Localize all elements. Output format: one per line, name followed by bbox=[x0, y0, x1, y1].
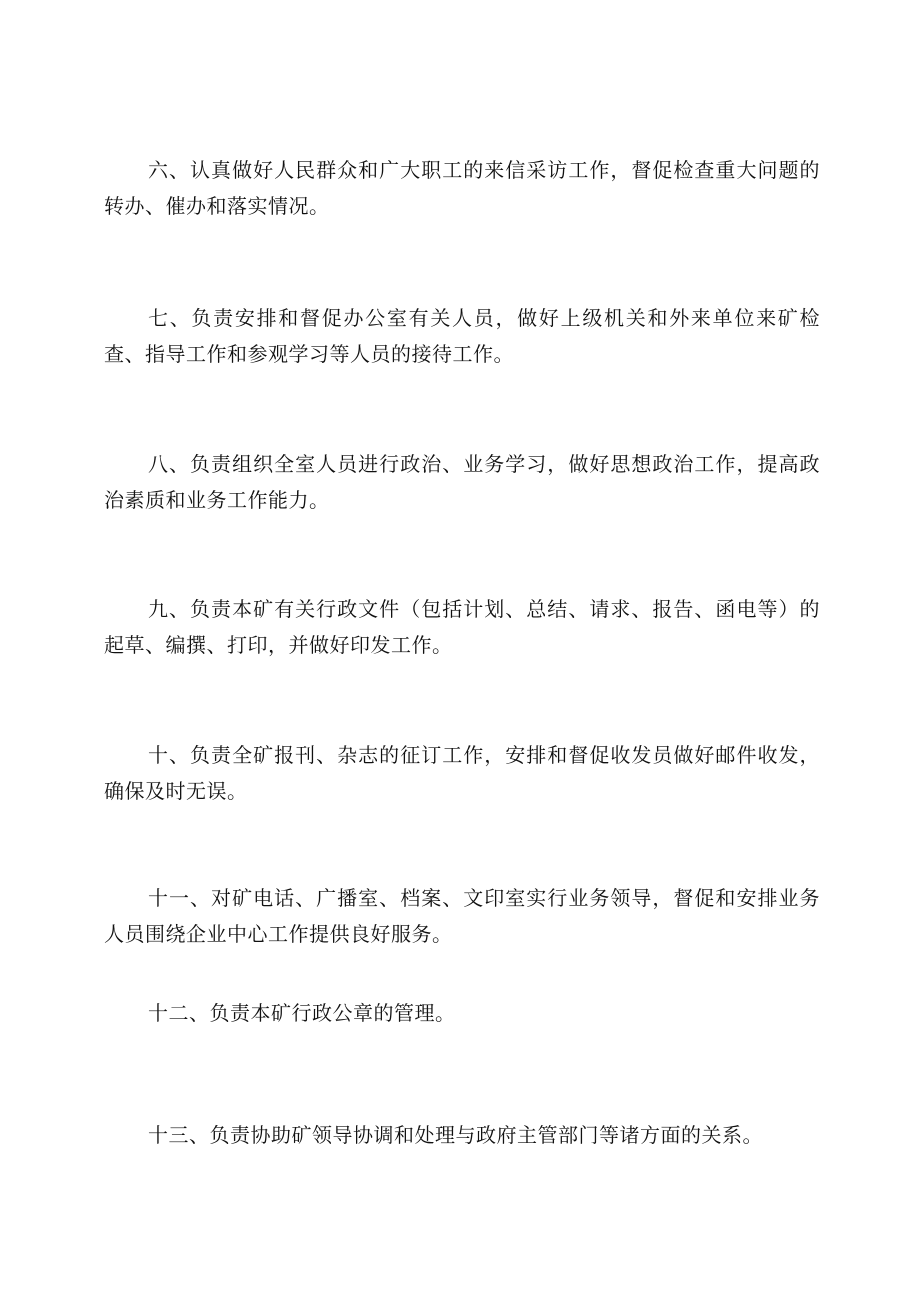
paragraph-item-6: 六、认真做好人民群众和广大职工的来信采访工作，督促检查重大问题的转办、催办和落实情况。 bbox=[104, 158, 820, 218]
paragraph-item-12: 十二、负责本矿行政公章的管理。 bbox=[148, 1001, 456, 1025]
paragraph-item-13: 十三、负责协助矿领导协调和处理与政府主管部门等诸方面的关系。 bbox=[148, 1123, 763, 1147]
paragraph-item-10: 十、负责全矿报刊、杂志的征订工作，安排和督促收发员做好邮件收发，确保及时无误。 bbox=[104, 743, 820, 803]
paragraph-item-11: 十一、对矿电话、广播室、档案、文印室实行业务领导，督促和安排业务人员围绕企业中心工作提供良好服务。 bbox=[104, 886, 820, 946]
paragraph-item-7: 七、负责安排和督促办公室有关人员，做好上级机关和外来单位来矿检查、指导工作和参观学习等人员的接待工作。 bbox=[104, 306, 820, 366]
paragraph-item-8: 八、负责组织全室人员进行政治、业务学习，做好思想政治工作，提高政治素质和业务工作能力。 bbox=[104, 452, 820, 512]
paragraph-item-9: 九、负责本矿有关行政文件（包括计划、总结、请求、报告、函电等）的起草、编撰、打印，并做好印发工作。 bbox=[104, 597, 820, 657]
